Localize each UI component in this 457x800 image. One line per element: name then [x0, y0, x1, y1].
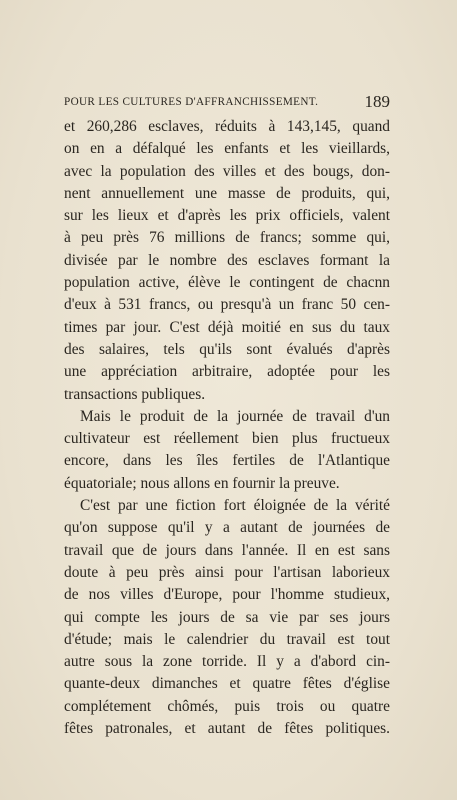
text-line: une appréciation arbitraire, adoptée pour les: [64, 363, 390, 381]
body-text: [64, 116, 390, 740]
text-line: qui compte les jours de sa vie par ses jours: [64, 608, 390, 626]
text-line: divisée par le nombre des esclaves formant la: [64, 251, 390, 269]
text-line: Mais le produit de la journée de travail d'un: [80, 407, 390, 425]
text-line: d'étude; mais le calendrier du travail est tout: [64, 630, 390, 648]
text-line: encore, dans les îles fertiles de l'Atlantique: [64, 452, 390, 470]
page-number: 189: [364, 92, 390, 111]
page-header: [64, 93, 390, 113]
running-head: POUR LES CULTURES D'AFFRANCHISSEMENT.: [64, 96, 319, 108]
text-line: qu'on suppose qu'il y a autant de journées de: [64, 519, 390, 537]
text-line: à peu près 76 millions de francs; somme qui,: [64, 229, 390, 247]
text-line: on en a défalqué les enfants et les vieillards,: [64, 140, 390, 158]
text-line: complétement chômés, puis trois ou quatre: [64, 697, 390, 715]
text-line: et 260,286 esclaves, réduits à 143,145, quand: [64, 118, 390, 135]
text-line: d'eux à 531 francs, ou presqu'à un franc 50 cen-: [64, 296, 390, 314]
text-line: équatoriale; nous allons en fournir la preuve.: [64, 474, 340, 492]
text-line: population active, élève le contingent de chacnn: [64, 274, 390, 292]
text-line: de nos villes d'Europe, pour l'homme studieux,: [64, 586, 390, 604]
text-line: doute à peu près ainsi pour l'artisan laborieux: [64, 563, 390, 581]
text-line: avec la population des villes et des bougs, don-: [64, 162, 390, 180]
text-line: C'est par une fiction fort éloignée de la vérité: [80, 497, 390, 515]
text-line: quante-deux dimanches et quatre fêtes d'église: [64, 675, 390, 693]
text-line: cultivateur est réellement bien plus fructueux: [64, 430, 390, 448]
text-line: sur les lieux et d'après les prix officiels, valent: [64, 207, 390, 225]
text-line: times par jour. C'est déjà moitié en sus du taux: [64, 318, 390, 336]
text-line: transactions publiques.: [64, 385, 206, 403]
text-line: autre sous la zone torride. Il y a d'abord cin-: [64, 653, 390, 671]
text-line: nent annuellement une masse de produits, qui,: [64, 184, 390, 202]
text-line: travail que de jours dans l'année. Il en est sans: [64, 541, 390, 559]
text-line: fêtes patronales, et autant de fêtes politiques.: [64, 720, 390, 738]
text-line: des salaires, tels qu'ils sont évalués d'après: [64, 340, 390, 358]
